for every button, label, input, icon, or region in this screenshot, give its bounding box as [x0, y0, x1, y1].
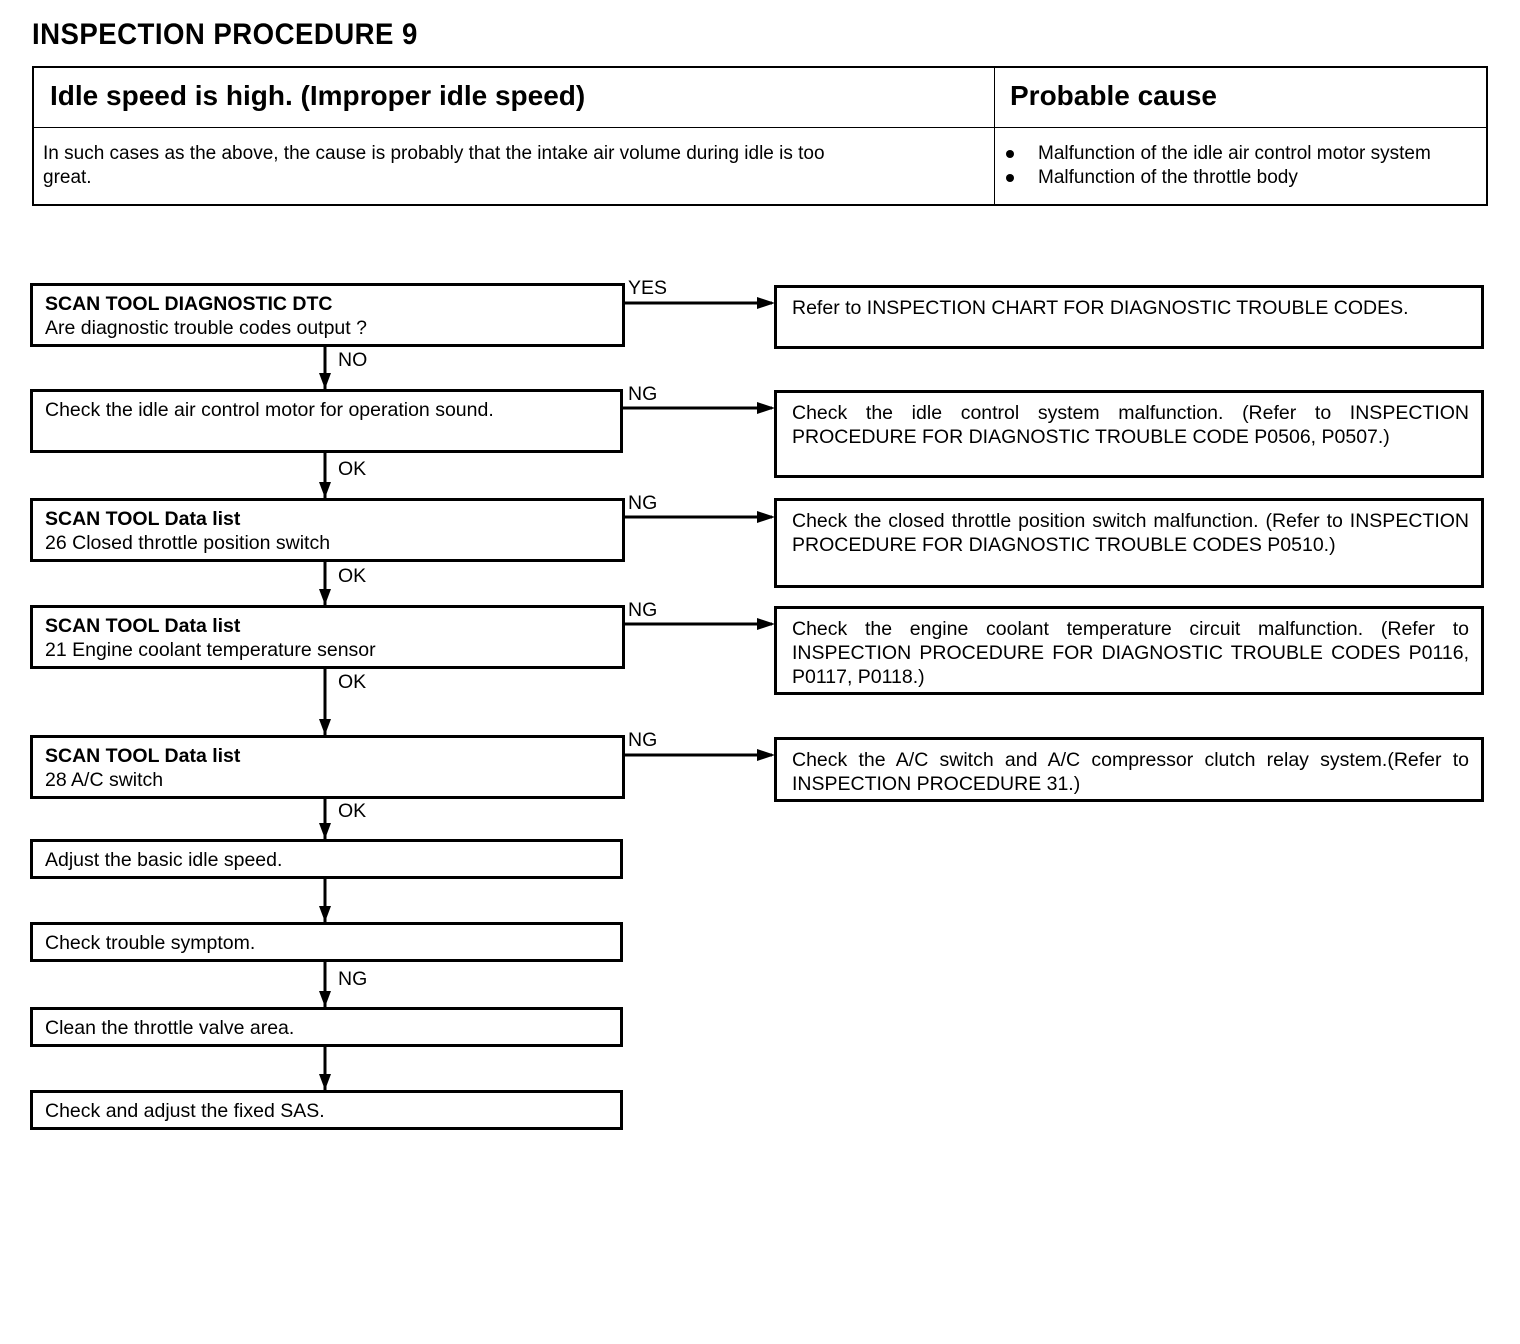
arrow-right-icon	[757, 618, 775, 630]
step-title: SCAN TOOL DIAGNOSTIC DTC	[45, 293, 333, 315]
step-text: Check and adjust the fixed SAS.	[45, 1100, 325, 1122]
arrow-down-icon	[319, 589, 331, 605]
step-box-coolant-sensor	[30, 605, 625, 669]
arrow-down-icon	[319, 373, 331, 389]
arrow-right-icon	[757, 297, 775, 309]
step-box-tps-switch	[30, 498, 625, 562]
arrow-down-icon	[319, 719, 331, 735]
arrow-right-icon	[757, 749, 775, 761]
probable-cause-heading: Probable cause	[1010, 80, 1217, 111]
description-line: great.	[43, 167, 92, 188]
branch-label-ng: NG	[628, 492, 658, 514]
arrow-down-icon	[319, 1074, 331, 1090]
step-title: SCAN TOOL Data list	[45, 615, 241, 637]
result-box-dtc-chart: Refer to INSPECTION CHART FOR DIAGNOSTIC TROUBLE CODES.	[774, 285, 1484, 349]
branch-label-ng: NG	[628, 599, 658, 621]
connector-label-ng: NG	[338, 968, 368, 990]
cause-text: Malfunction of the idle air control motor system	[1038, 143, 1431, 164]
step-box-iac-sound	[30, 389, 623, 453]
cause-text: Malfunction of the throttle body	[1038, 167, 1298, 188]
step-box-adjust-sas	[30, 1090, 623, 1130]
step-text: 21 Engine coolant temperature sensor	[45, 639, 376, 661]
connector-label-ok: OK	[338, 671, 367, 693]
step-box-ac-switch	[30, 735, 625, 799]
step-box-clean-throttle	[30, 1007, 623, 1047]
branch-label-ng: NG	[628, 383, 658, 405]
step-text: Check trouble symptom.	[45, 932, 256, 954]
arrow-right-icon	[757, 402, 775, 414]
step-title: SCAN TOOL Data list	[45, 745, 241, 767]
step-box-adjust-idle	[30, 839, 623, 879]
arrow-down-icon	[319, 991, 331, 1007]
step-box-dtc-check	[30, 283, 625, 347]
symptom-heading: Idle speed is high. (Improper idle speed)	[50, 80, 586, 111]
arrow-down-icon	[319, 482, 331, 498]
page-title: INSPECTION PROCEDURE 9	[32, 18, 418, 51]
arrow-right-icon	[757, 511, 775, 523]
branch-label-yes: YES	[628, 277, 668, 299]
step-title: SCAN TOOL Data list	[45, 508, 241, 530]
description-line: In such cases as the above, the cause is probably that the intake air volume during idle is too	[43, 143, 825, 164]
branch-label-ng: NG	[628, 729, 658, 751]
step-box-check-symptom	[30, 922, 623, 962]
arrow-down-icon	[319, 823, 331, 839]
result-box-ac: Check the A/C switch and A/C compressor clutch relay system.(Refer to INSPECTION PROCEDURE 31.)	[774, 737, 1484, 802]
connector-label-no: NO	[338, 349, 368, 371]
connector-label-ok: OK	[338, 458, 367, 480]
step-text: 28 A/C switch	[45, 769, 164, 791]
step-text: Clean the throttle valve area.	[45, 1017, 295, 1039]
connector-label-ok: OK	[338, 565, 367, 587]
result-box-tps: Check the closed throttle position switch malfunction. (Refer to INSPECTION PROCEDURE FOR DIAGNOSTIC TROUBLE CODES P0510.)	[774, 498, 1484, 588]
connector-label-ok: OK	[338, 800, 367, 822]
arrow-down-icon	[319, 906, 331, 922]
step-text: Are diagnostic trouble codes output ?	[45, 317, 367, 339]
result-box-idle-control: Check the idle control system malfunction. (Refer to INSPECTION PROCEDURE FOR DIAGNOSTIC TROUBLE CODE P0506, P0507.)	[774, 390, 1484, 478]
step-text: Check the idle air control motor for operation sound.	[45, 399, 494, 421]
step-text: Adjust the basic idle speed.	[45, 849, 283, 871]
step-text: 26 Closed throttle position switch	[45, 532, 331, 554]
result-box-coolant: Check the engine coolant temperature circuit malfunction. (Refer to INSPECTION PROCEDURE FOR DIAGNOSTIC TROUBLE CODES P0116, P0117, P0118.)	[774, 606, 1484, 695]
